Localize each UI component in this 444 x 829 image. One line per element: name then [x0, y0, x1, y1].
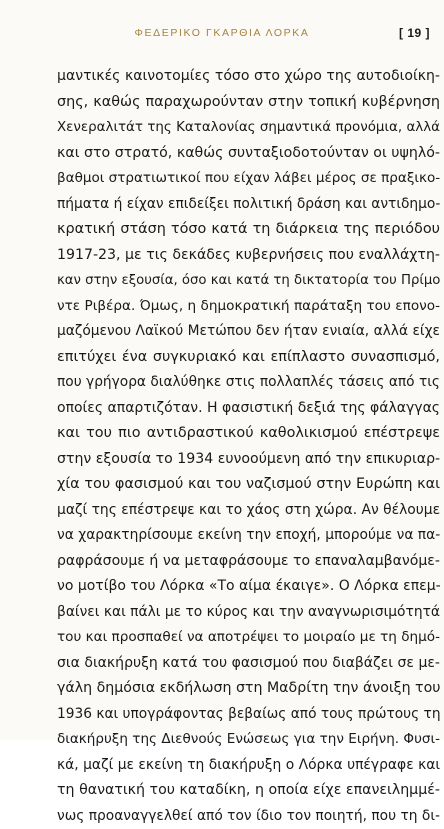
text-line: κρατική στάση τόσο κατά τη διάρκεια της περιόδου — [57, 217, 440, 243]
text-line: μαζί της επέστρεψε και το χάος στη χώρα. Αν θέλουμε — [57, 498, 440, 524]
page-number: [ 19 ] — [399, 26, 430, 40]
text-line: ντε Ριβέρα. Όμως, η δημοκρατική παράταξη του επονο- — [57, 294, 440, 320]
text-line: σης, καθώς παραχωρούνταν στην τοπική κυβέρνηση — [57, 90, 440, 116]
text-line: χία του φασισμού και του ναζισμού στην Ευρώπη και — [57, 472, 440, 498]
text-line: βαίνει και πάλι με το κύρος και την αναγνωρισιμότητά — [57, 600, 440, 626]
text-line: βαθμοι στρατιωτικοί που είχαν λάβει μέρος σε πραξικο- — [57, 166, 440, 192]
text-line: κά, μαζί με εκείνη τη διακήρυξη ο Λόρκα υπέγραφε και — [57, 753, 440, 779]
text-line: 1936 και υπογράφοντας βεβαίως από τους πρώτους τη — [57, 702, 440, 728]
text-line: γάλη δημόσια εκδήλωση στη Μαδρίτη την άνοιξη του — [57, 676, 440, 702]
text-line: Χενεραλιτάτ της Καταλονίας σημαντικά προνόμια, αλλά — [57, 115, 440, 141]
text-line: νο μοτίβο του Λόρκα «Το αίμα έκαιγε». Ο Λόρκα επεμ- — [57, 574, 440, 600]
text-line: επιτύχει ένα συγκυριακό και επίπλαστο συνασπισμό, — [57, 345, 440, 371]
text-line: τη θανατική του καταδίκη, η οποία είχε επανειλημμέ- — [57, 778, 440, 804]
text-line: μαζόμενου Λαϊκού Μετώπου δεν ήταν ενιαία, αλλά είχε — [57, 319, 440, 345]
text-line: μαντικές καινοτομίες τόσο στο χώρο της αυτοδιοίκη- — [57, 64, 440, 90]
running-title: ΦΕΔΕΡΙΚΟ ΓΚΑΡΘΙΑ ΛΟΡΚΑ — [0, 27, 444, 39]
text-line: 1917-23, με τις δεκάδες κυβερνήσεις που εναλλάχτη- — [57, 243, 440, 269]
text-line: πήματα ή είχαν επιδείξει πολιτική δράση και αντιδημο- — [57, 192, 440, 218]
text-line: του και προσπαθεί να αποτρέψει το μοιραίο με τη δημό- — [57, 625, 440, 651]
text-line: και στο στρατό, καθώς συνταξιοδοτούνταν οι υψηλό- — [57, 141, 440, 167]
text-line: που γρήγορα διαλύθηκε στις πολλαπλές τάσεις από τις — [57, 370, 440, 396]
text-line: οποίες απαρτιζόταν. Η φασιστική δεξιά της φάλαγγας — [57, 396, 440, 422]
running-head — [0, 27, 444, 43]
text-line: στην εξουσία το 1934 ευνοούμενη από την επικυριαρ- — [57, 447, 440, 473]
text-line: διακήρυξη της Διεθνούς Ενώσεως για την Ειρήνη. Φυσι- — [57, 727, 440, 753]
text-line: να χαρακτηρίσουμε εκείνη την εποχή, μπορούμε να πα- — [57, 523, 440, 549]
body-text — [57, 64, 440, 829]
text-line: και του πιο αντιδραστικού καθολικισμού επέστρεψε — [57, 421, 440, 447]
text-line: σια διακήρυξη κατά του φασισμού που διαβάζει σε με- — [57, 651, 440, 677]
text-line: καν στην εξουσία, όσο και κατά τη δικτατορία του Πρίμο — [57, 268, 440, 294]
text-line: ραφράσουμε ή να μεταφράσουμε το επαναλαμβανόμε- — [57, 549, 440, 575]
text-line: νως προαναγγελθεί από τον ίδιο τον ποιητή, που τη δι- — [57, 804, 440, 829]
